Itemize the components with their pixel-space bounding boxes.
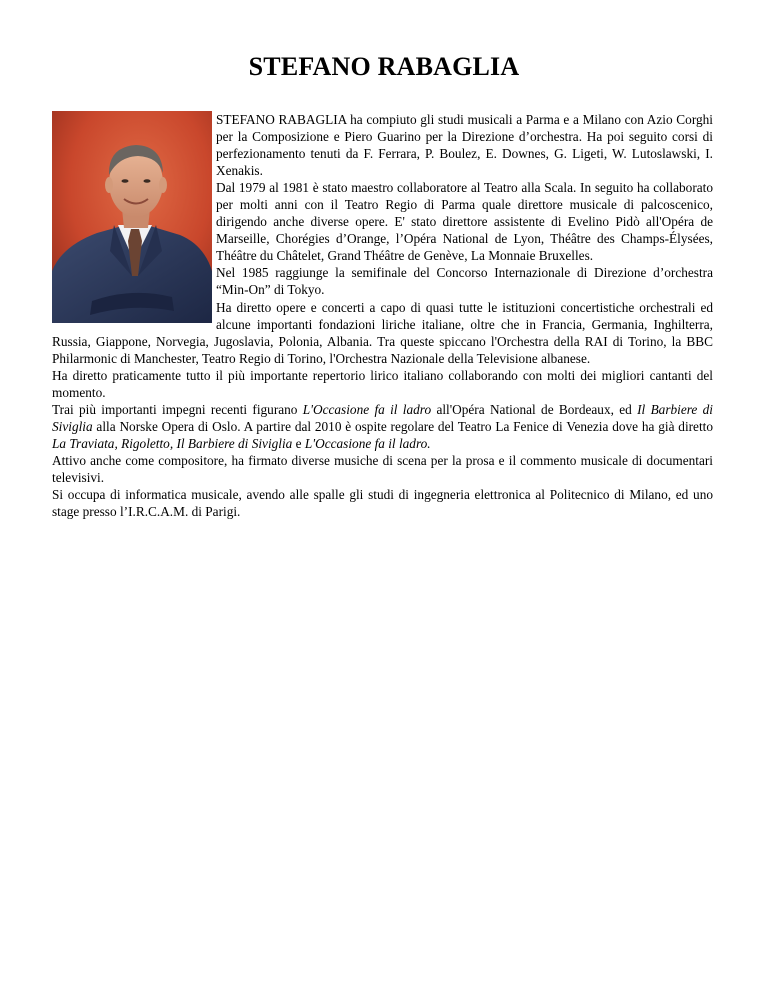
- paragraph-text: Nel 1985 raggiunge la semifinale del Concorso Internazionale di Direzione d’orchestra “Min-On” di Tokyo.: [216, 265, 713, 298]
- page-title: STEFANO RABAGLIA: [248, 52, 520, 81]
- italic-title-text: La Traviata, Rigoletto, Il Barbiere di Siviglia: [52, 435, 293, 451]
- italic-title-text: Il Barbiere di Siviglia: [52, 401, 713, 434]
- paragraph-text: Trai più importanti impegni recenti figurano: [52, 401, 303, 417]
- paragraph-text: Ha diretto praticamente tutto il più importante repertorio lirico italiano collaborando con molti dei migliori cantanti del momento.: [52, 367, 713, 400]
- portrait-photo: [52, 111, 212, 323]
- bio-paragraph: [52, 486, 713, 520]
- paragraph-text: STEFANO RABAGLIA ha compiuto gli studi musicali a Parma e a Milano con Azio Corghi per la Composizione e Piero Guarino per la Direzione d’orchestra. Ha poi seguito corsi di perfezionamento tenuti da F. Ferrara, P. Boulez, E. Downes, G. Ligeti, W. Lutoslawski, I. Xenakis.: [216, 112, 713, 179]
- paragraph-text: Si occupa di informatica musicale, avendo alle spalle gli studi di ingegneria elettronica al Politecnico di Milano, ed uno stage presso l’I.R.C.A.M. di Parigi.: [52, 487, 713, 520]
- paragraph-text: e: [292, 435, 305, 451]
- paragraph-text: Attivo anche come compositore, ha firmato diverse musiche di scena per la prosa e il commento musicale di documentari televisivi.: [52, 452, 713, 485]
- paragraph-text: alla Norske Opera di Oslo. A partire dal 2010 è ospite regolare del Teatro La Fenice di Venezia dove ha già diretto: [92, 418, 713, 434]
- paragraph-text: all'Opéra National de Bordeaux, ed: [431, 401, 638, 417]
- italic-title-text: L'Occasione fa il ladro: [302, 401, 432, 417]
- italic-title-text: L'Occasione fa il ladro.: [304, 435, 431, 451]
- biography: [52, 111, 713, 520]
- bio-paragraph: [52, 401, 713, 452]
- bio-paragraph: [52, 367, 713, 401]
- paragraph-text: Dal 1979 al 1981 è stato maestro collaboratore al Teatro alla Scala. In seguito ha collaborato per molti anni con il Teatro Regio di Parma quale direttore musicale di palcoscenico, dirigendo anche diverse opere. E' stato direttore assistente di Evelino Pidò all'Opéra de Marseille, Chorégies d’Orange, l’Opéra National de Lyon, Théâtre des Champs-Élysées, Théâtre du Châtelet, Grand Théâtre de Genève, La Monnaie Bruxelles.: [216, 180, 713, 264]
- paragraph-text: Ha diretto opere e concerti a capo di quasi tutte le istituzioni concertistiche orchestrali ed alcune importanti fondazioni liriche italiane, oltre che in Francia, Germania, Inghilterra, Russia, Giappone, Norvegia, Jugoslavia, Polonia, Albania. Tra queste spiccano l'Orchestra della RAI di Torino, la BBC Philarmonic di Manchester, Teatro Regio di Torino, l'Orchestra Nazionale della Televisione albanese.: [52, 299, 713, 366]
- bio-paragraph: [52, 452, 713, 486]
